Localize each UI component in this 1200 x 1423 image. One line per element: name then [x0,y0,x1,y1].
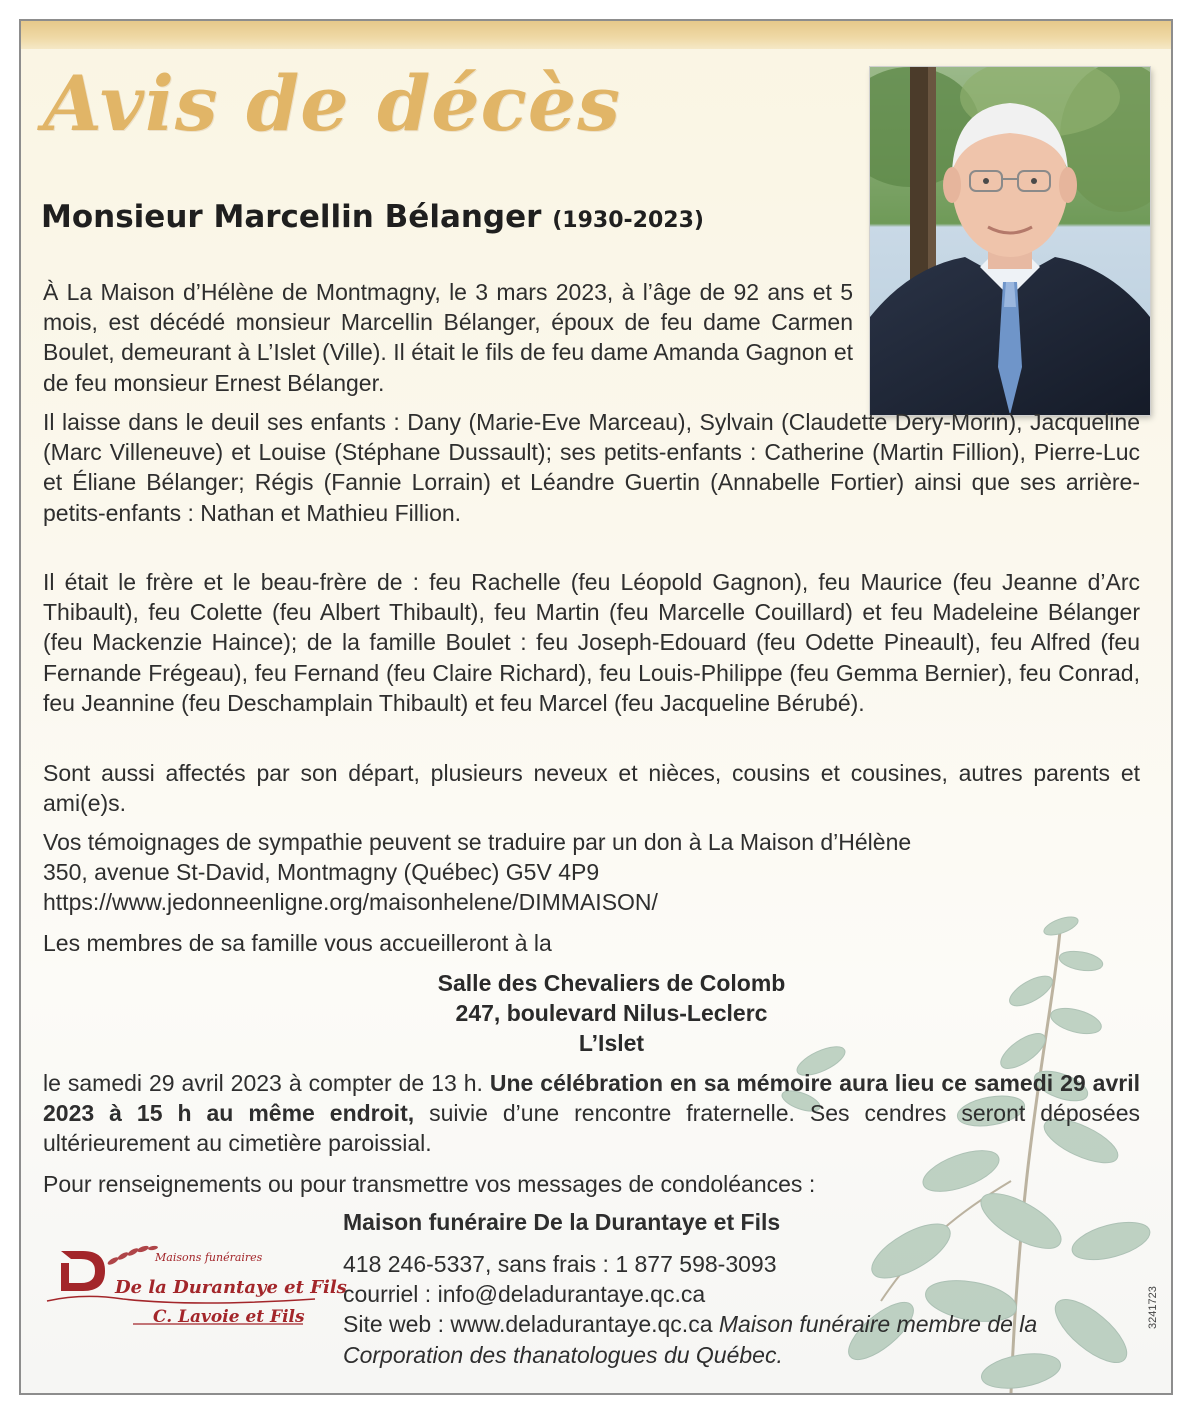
obituary-notice [19,19,1173,1395]
donation-line: Vos témoignages de sympathie peuvent se traduire par un don à La Maison d’Hélène [43,829,912,855]
deceased-name: Monsieur Marcellin Bélanger [41,199,542,235]
funeral-home-logo [43,1239,347,1344]
logo-name-secondary: C. Lavoie et Fils [153,1307,305,1327]
venue-address: 247, boulevard Nilus-Leclerc [455,1000,768,1027]
donation-info [43,827,1140,918]
donation-url: https://www.jedonneenligne.org/maisonhelene/DIMMAISON/ [43,889,658,916]
contact-details [343,1249,1123,1370]
contact-membership: Maison funéraire membre de la Corporation des thanatologues du Québec. [343,1311,1038,1368]
schedule-plain: le samedi 29 avril 2023 à compter de 13 h. [43,1070,490,1096]
contact-website: Site web : www.deladurantaye.qc.ca [343,1311,713,1338]
paragraph-survivors: Il laisse dans le deuil ses enfants : Dany (Marie-Eve Marceau), Sylvain (Claudette Dery-Morin), Jacqueline (Marc Villeneuve) et Louise (Stéphane Dussault); ses petits-enfants : Catherine (Martin Fillion), Pierre-Luc et Éliane Bélanger; Régis (Fannie Lorrain) et Léandre Guertin (Annabelle Fortier) ainsi que ses arrière-petits-enfants : Nathan et Mathieu Fillion. [43,409,1140,526]
paragraph-death-notice: À La Maison d’Hélène de Montmagny, le 3 mars 2023, à l’âge de 92 ans et 5 mois, est décédé monsieur Marcellin Bélanger, époux de feu dame Carmen Boulet, demeurant à L’Islet (Ville). Il était le fils de feu dame Amanda Gagnon et de feu monsieur Ernest Bélanger. [43,279,853,396]
venue-block [43,968,1140,1059]
logo-name-primary: De la Durantaye et Fils [115,1277,347,1298]
schedule-paragraph [43,1068,1140,1159]
contact-email: courriel : info@deladurantaye.qc.ca [343,1281,706,1308]
logo-tagline: Maisons funéraires [155,1251,263,1264]
paragraph-siblings: Il était le frère et le beau-frère de : feu Rachelle (feu Léopold Gagnon), feu Maurice (feu Jeanne d’Arc Thibault), feu Colette (feu Albert Thibault), feu Martin (feu Marcelle Couillard) et feu Madeleine Bélanger (feu Mackenzie Haince); de la famille Boulet : feu Joseph-Edouard (feu Odette Pineault), feu Alfred (feu Fernande Frégeau), feu Fernand (feu Claire Richard), feu Louis-Philippe (feu Gemma Bernier), feu Conrad, feu Jeannine (feu Deschamplain Thibault) et feu Marcel (feu Jacqueline Bérubé). [43,569,1140,716]
funeral-home-name: Maison funéraire De la Durantaye et Fils [343,1209,781,1235]
portrait-photo [870,67,1150,415]
schedule-celebration: Une célébration en sa mémoire aura lieu ce samedi 29 avril 2023 à 15 h au même endroit, [43,1070,1140,1127]
contact-web-line [343,1309,1123,1369]
schedule-after: suivie d’une rencontre fraternelle. Ses cendres seront déposées ultérieurement au cimetière paroissial. [43,1100,1140,1157]
venue-city: L’Islet [578,1030,645,1057]
contact-intro: Pour renseignements ou pour transmettre vos messages de condoléances : [43,1171,816,1197]
venue-name: Salle des Chevaliers de Colomb [437,970,786,996]
contact-phone: 418 246-5337, sans frais : 1 877 598-3093 [343,1251,777,1277]
deceased-years: (1930-2023) [552,208,704,233]
page-title: Avis de décès [43,59,622,148]
reception-intro: Les membres de sa famille vous accueilleront à la [43,930,552,956]
deceased-name-line [41,199,704,235]
donation-address: 350, avenue St-David, Montmagny (Québec) G5V 4P9 [43,859,600,886]
paragraph-relatives: Sont aussi affectés par son départ, plusieurs neveux et nièces, cousins et cousines, autres parents et ami(e)s. [43,760,1140,817]
top-gold-band [21,21,1171,49]
reference-number: 3241723 [1147,1286,1159,1329]
